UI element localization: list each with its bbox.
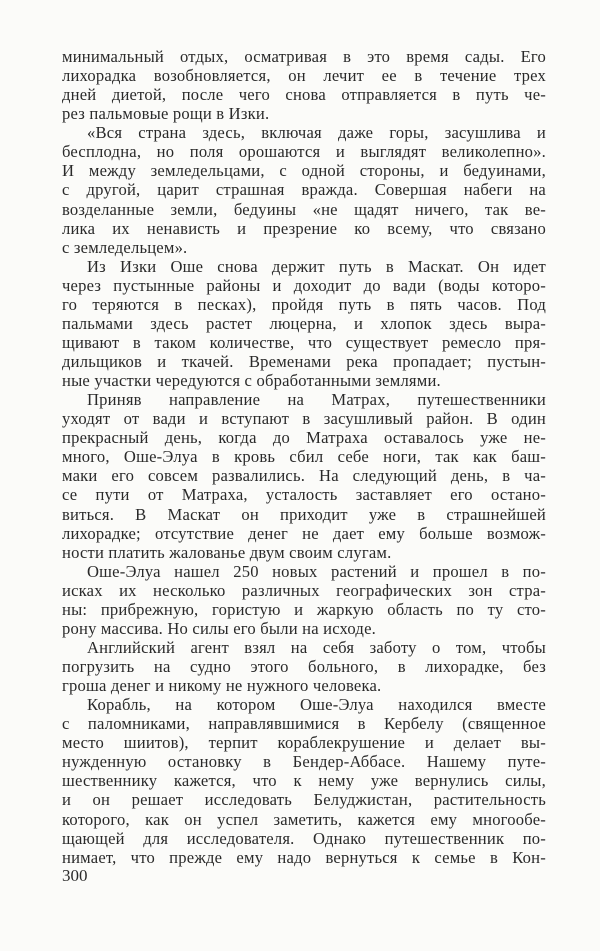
page-number: 300 [62, 866, 88, 885]
text-line: место шиитов), терпит кораблекрушение и делает вы- [62, 733, 546, 753]
text-line: лихорадке; отсутствие денег не дает ему больше возмож- [62, 523, 546, 543]
text-line: дней диетой, после чего снова отправляется в путь че- [62, 85, 546, 105]
text-line: ны: прибрежную, гористую и жаркую область по ту сто- [62, 599, 546, 619]
text-line: Оше-Элуа нашел 250 новых растений и прошел в по- [87, 561, 546, 581]
text-line: Корабль, на котором Оше-Элуа находился вместе [87, 695, 546, 715]
text-line: маки его совсем развалились. На следующий день, в ча- [62, 466, 546, 486]
text-line: возделанные земли, бедуины «не щадят ничего, так ве- [62, 199, 546, 219]
text-line: ности платить жалованье двум своим слугам. [62, 542, 392, 562]
text-line: пальмами здесь растет люцерна, и хлопок здесь выра- [62, 313, 546, 333]
text-line: ные участки чередуются с обработанными землями. [62, 371, 441, 391]
text-line: дильщиков и ткачей. Временами река пропадает; пустын- [62, 352, 546, 371]
text-line: бесплодна, но поля орошаются и выглядят великолепно». [62, 142, 546, 162]
text-line: с земледельцем». [62, 237, 188, 257]
text-line: гроша денег и никому не нужного человека. [62, 676, 382, 696]
text-line: виться. В Маскат он приходит уже в страшнейшей [62, 504, 546, 524]
text-line: много, Оше-Элуа в кровь сбил себе ноги, так как баш- [62, 447, 546, 467]
text-line: И между земледельцами, с одной стороны, и бедуинами, [62, 161, 546, 181]
text-line: нужденную остановку в Бендер-Аббасе. Нашему путе- [62, 752, 546, 772]
text-line: нимает, что прежде ему надо вернуться к семье в Кон- [62, 847, 546, 867]
text-line: рез пальмовые рощи в Изки. [62, 104, 270, 124]
text-line: исках их несколько различных географических зон стра- [62, 580, 546, 600]
text-line: шественнику кажется, что к нему уже вернулись силы, [62, 771, 546, 791]
text-line: се пути от Матраха, усталость заставляет его остано- [62, 485, 546, 505]
text-line: лика их ненависть и презрение ко всему, что связано [62, 218, 546, 238]
text-line: «Вся страна здесь, включая даже горы, засушлива и [87, 123, 546, 143]
page-body-text [62, 47, 546, 867]
text-line: щающей для исследователя. Однако путешественник по- [62, 828, 546, 848]
text-line: Английский агент взял на себя заботу о том, чтобы [87, 637, 546, 657]
text-line: которого, как он успел заметить, кажется ему многообе- [62, 809, 546, 829]
text-line: с паломниками, направлявшимися в Кербелу (священное [62, 714, 546, 734]
text-line: лихорадка возобновляется, он лечит ее в течение трех [62, 66, 546, 86]
text-line: прекрасный день, когда до Матраха оставалось уже не- [62, 428, 546, 448]
text-line: через пустынные районы и доходит до вади (воды которо- [62, 275, 546, 295]
text-line: минимальный отдых, осматривая в это время сады. Его [62, 47, 546, 66]
text-line: и он решает исследовать Белуджистан, растительность [62, 790, 546, 810]
text-line: го теряются в песках), пройдя путь в пять часов. Под [62, 294, 546, 314]
text-line: щивают в таком количестве, что существует ремесло пря- [62, 332, 546, 352]
text-line: с другой, царит страшная вражда. Совершая набеги на [62, 180, 546, 200]
text-line: погрузить на судно этого больного, в лихорадке, без [62, 657, 546, 676]
text-line: Приняв направление на Матрах, путешественники [87, 390, 546, 410]
text-line: уходят от вади и вступают в засушливый район. В один [62, 409, 546, 429]
text-line: рону массива. Но силы его были на исходе. [62, 618, 376, 638]
text-line: Из Изки Оше снова держит путь в Маскат. Он идет [87, 256, 546, 276]
